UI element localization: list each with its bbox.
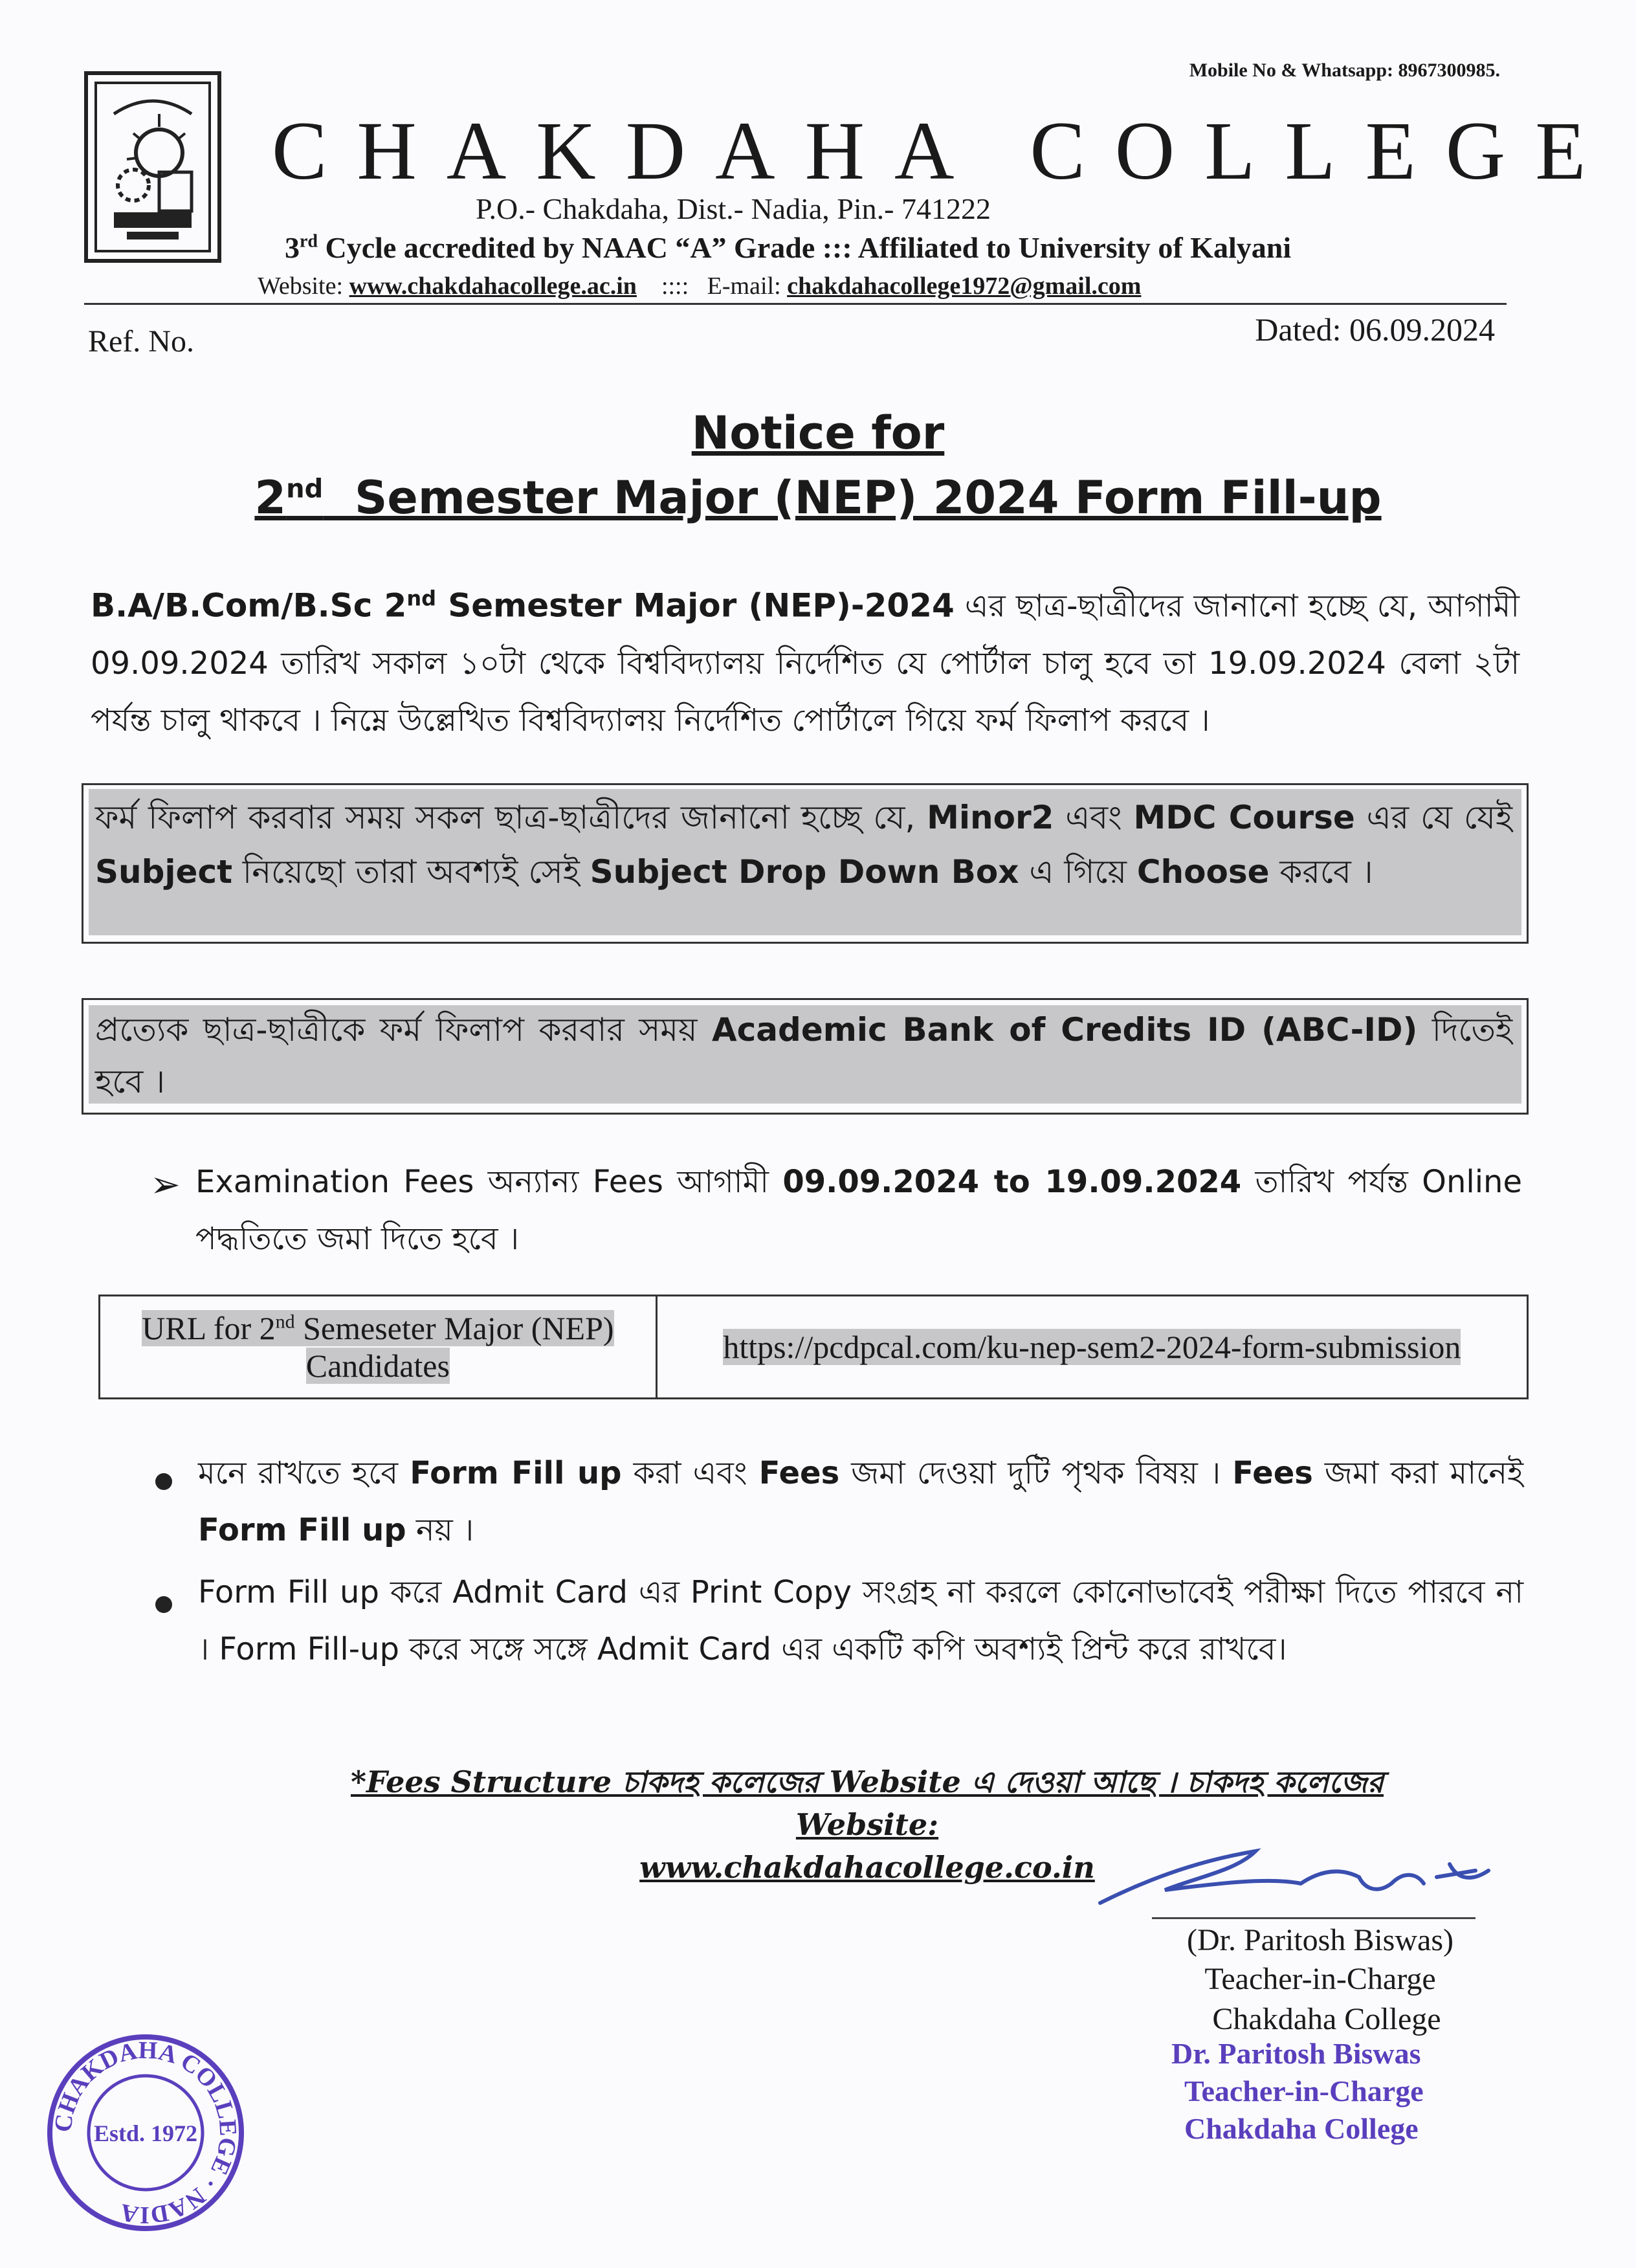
url-cell[interactable] [656,1296,1527,1399]
subject-choice-box [82,783,1529,944]
fees-structure-note: *Fees Structure চাকদহ কলেজের Website এ দেওয়া আছে । চাকদহ কলেজের Website: www.chakdahacollege.co.in [285,1761,1450,1889]
signatory-role: Teacher-in-Charge [1204,1962,1436,1996]
college-name: CHAKDAHA COLLEGE [272,105,1616,197]
stamp-college: Chakdaha College [1184,2112,1419,2145]
signatory-college: Chakdaha College [1212,2002,1441,2036]
stamp-name: Dr. Paritosh Biswas [1171,2037,1421,2070]
college-address: P.O.- Chakdaha, Dist.- Nadia, Pin.- 741222 [476,192,991,225]
seal-center-text: Estd. 1972 [93,2120,198,2146]
portal-url-link[interactable]: https://pcdpcal.com/ku-nep-sem2-2024-form-submission [723,1329,1461,1365]
signature-icon [1087,1832,1501,1922]
list-item: Form Fill up করে Admit Card এর Print Copy সংগ্রহ না করলে কোনোভাবেই পরীক্ষা দিতে পারবে না । Form Fill-up করে সঙ্গে সঙ্গে Admit Card এর একটি কপি অবশ্যই প্রিন্ট করে রাখবে। [198,1574,1523,1667]
college-logo [84,71,221,263]
mobile-number: Mobile No & Whatsapp: 8967300985. [1189,60,1500,81]
intro-paragraph: B.A/B.Com/B.Sc 2nd Semester Major (NEP)-2024 এর ছাত্র-ছাত্রীদের জানানো হচ্ছে যে, আগামী 09.09.2024 তারিখ সকাল ১০টা থেকে বিশ্ববিদ্যালয় নির্দেশিত যে পোর্টাল চালু হবে তা 19.09.2024 বেলা ২টা পর্যন্ত চালু থাকবে । নিম্নে উল্লেখিত বিশ্ববিদ্যালয় নির্দেশিত পোর্টালে গিয়ে ফর্ম ফিলাপ করবে । [91,586,1520,739]
notice-subtitle: 2nd Semester Major (NEP) 2024 Form Fill-up [254,471,1382,524]
contact-line: Website: www.chakdahacollege.ac.in :::: E-mail: chakdahacollege1972@gmail.com [258,272,1142,300]
fees-paragraph: Examination Fees অন্যান্য Fees আগামী 09.09.2024 to 19.09.2024 তারিখ পর্যন্ত Online পদ্ধতিতে জমা দিতে হবে । [195,1164,1522,1257]
subject-choice-text: ফর্ম ফিলাপ করবার সময় সকল ছাত্র-ছাত্রীদের জানানো হচ্ছে যে, Minor2 এবং MDC Course এর যে যেই Subject নিয়েছো তারা অবশ্যই সেই Subject Drop Down Box এ গিয়ে Choose করবে । [95,799,1512,891]
email-link[interactable]: chakdahacollege1972@gmail.com [787,272,1142,300]
naac-accreditation: 3rd Cycle accredited by NAAC “A” Grade ::: Affiliated to University of Kalyani [285,231,1292,264]
abc-id-box [82,998,1529,1115]
arrow-bullet-icon: ➢ [150,1164,181,1206]
notice-title: Notice for [691,406,945,460]
signatory-name: (Dr. Paritosh Biswas) [1187,1923,1454,1957]
header-divider [84,303,1507,305]
bullet-icon [155,1596,172,1613]
seal-ring-text: CHAKDAHA COLLEGE · NADIA [49,2036,242,2229]
table-row [100,1296,1528,1399]
url-table [98,1295,1529,1399]
bullet-icon [155,1473,172,1490]
footer-website-link[interactable]: www.chakdahacollege.co.in [639,1850,1095,1885]
college-seal-icon [45,2032,246,2233]
signature-line [1152,1917,1476,1919]
stamp-role: Teacher-in-Charge [1184,2074,1424,2107]
reference-number: Ref. No. [88,324,194,359]
college-emblem-icon [88,75,217,259]
website-link[interactable]: www.chakdahacollege.ac.in [349,272,637,300]
url-label-cell: URL for 2nd Semeseter Major (NEP) Candidates [100,1296,657,1399]
abc-id-text: প্রত্যেক ছাত্র-ছাত্রীকে ফর্ম ফিলাপ করবার সময় Academic Bank of Credits ID (ABC-ID) দিতেই হবে । [95,1011,1512,1100]
list-item: মনে রাখতে হবে Form Fill up করা এবং Fees জমা দেওয়া দুটি পৃথক বিষয় । Fees জমা করা মানেই Form Fill up নয় । [198,1455,1524,1548]
notice-date: Dated: 06.09.2024 [1255,311,1495,348]
